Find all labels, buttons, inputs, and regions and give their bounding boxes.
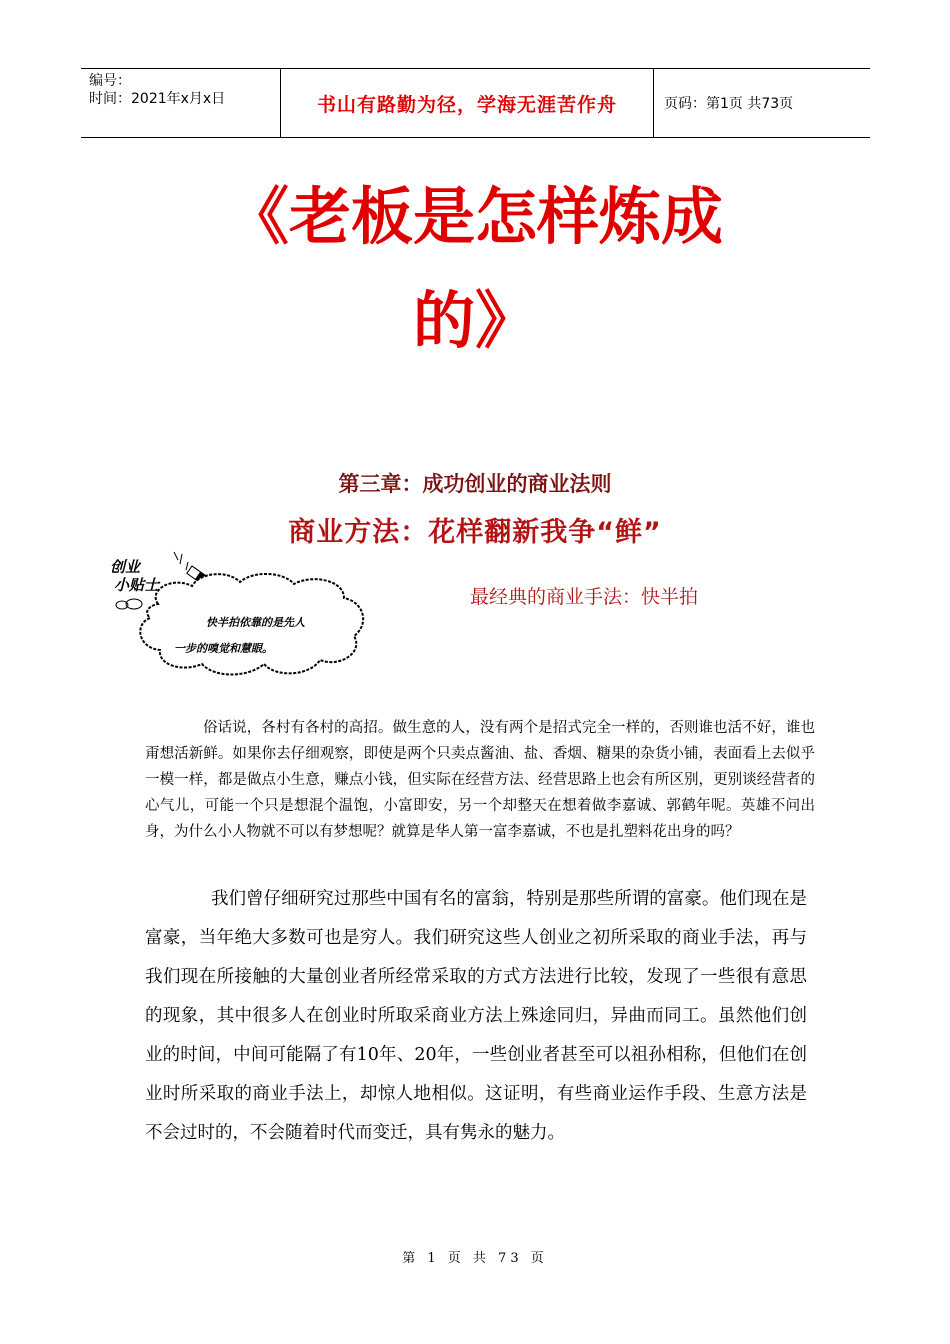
badge-text-2: 小贴士 — [114, 576, 160, 594]
tip-cloud-illustration — [108, 548, 388, 688]
cloud-text-line1: 快半拍依靠的是先人 — [206, 616, 305, 629]
page-info: 页码：第1页 共73页 — [664, 96, 794, 112]
number-label: 编号： — [89, 73, 131, 89]
time-label: 时间：2021年x月x日 — [89, 91, 226, 107]
badge-text: 创业 — [110, 558, 141, 576]
cloud-text-line2: 一步的嗅觉和慧眼。 — [174, 642, 273, 655]
paragraph-2: 我们曾仔细研究过那些中国有名的富翁，特别是那些所谓的富豪。他们现在是富豪，当年绝大多数可也是穷人。我们研究这些人创业之初所采取的商业手法，再与我们现在所接触的大量创业者所经常采取的方式方法进行比较，发现了一些很有意思的现象，其中很多人在创业时所取采商业方法上殊途同归，异曲而同工。虽然他们创业的时间，中间可能隔了有10年、20年，一些创业者甚至可以祖孙相称，但他们在创业时所采取的商业手法上，却惊人地相似。这证明，有些商业运作手段、生意方法是不会过时的，不会随着时代而变迁，具有隽永的魅力。 — [145, 889, 807, 1143]
chapter-heading: 第三章：成功创业的商业法则 — [338, 472, 612, 496]
badge-doodle — [110, 558, 161, 594]
main-title-line1: 《老板是怎样炼成 — [226, 180, 723, 253]
section-heading: 商业方法：花样翻新我争“鲜” — [288, 517, 662, 548]
header-page-cell — [654, 69, 870, 137]
page-footer: 第 1 页 共 73 页 — [402, 1251, 548, 1266]
motto: 书山有路勤为径，学海无涯苦作舟 — [316, 93, 617, 116]
header-meta-cell — [81, 69, 281, 137]
header-table — [81, 68, 870, 138]
main-title-line2: 的》 — [412, 284, 537, 357]
paragraph-1: 俗话说，各村有各村的高招。做生意的人，没有两个是招式完全一样的，否则谁也活不好，谁也甭想活新鲜。如果你去仔细观察，即使是两个只卖点酱油、盐、香烟、糖果的杂货小铺，表面看上去似乎一模一样，都是做点小生意，赚点小钱，但实际在经营方法、经营思路上也会有所区别，更别谈经营者的心气儿，可能一个只是想混个温饱，小富即安，另一个却整天在想着做李嘉诚、郭鹤年呢。英雄不问出身，为什么小人物就不可以有梦想呢？就算是华人第一富李嘉诚，不也是扎塑料花出身的吗？ — [145, 720, 815, 840]
header-motto-cell — [281, 69, 654, 137]
tip-heading: 最经典的商业手法：快半拍 — [470, 586, 699, 608]
